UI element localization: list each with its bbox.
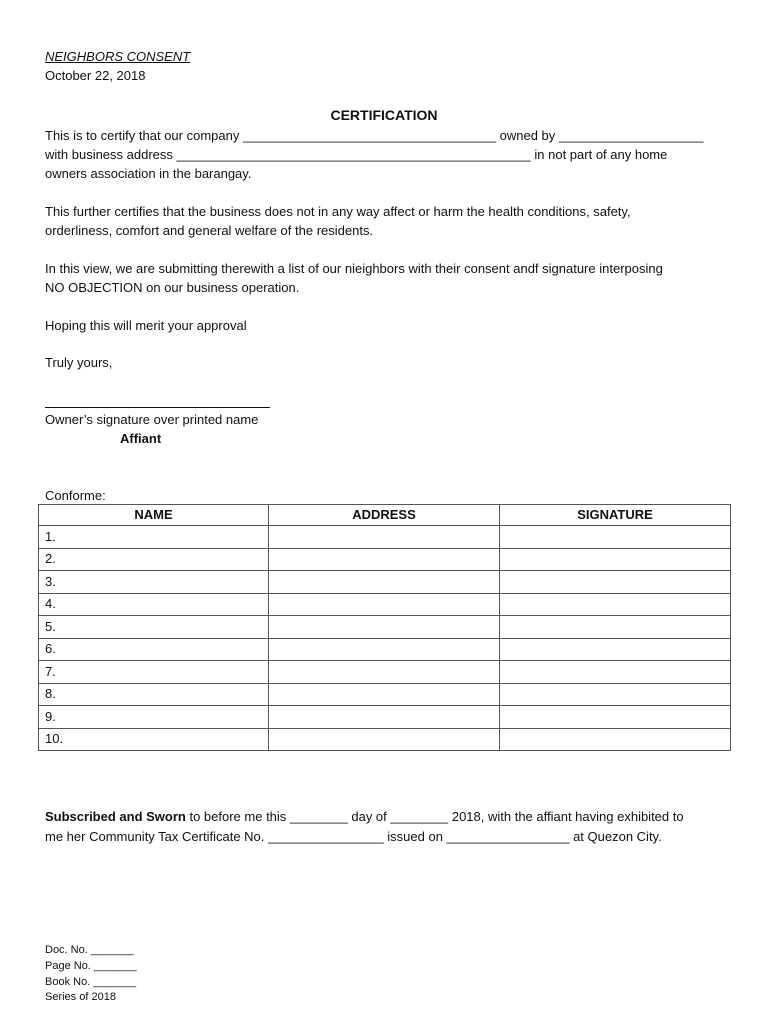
document-type-label: NEIGHBORS CONSENT xyxy=(45,49,191,64)
further-certify-line-1: This further certifies that the business does not in any way affect or harm the health conditions, safety, xyxy=(45,204,631,219)
table-row xyxy=(39,728,731,751)
closing-salutation: Truly yours, xyxy=(45,355,113,370)
conforme-table xyxy=(38,504,731,751)
signature-cell[interactable] xyxy=(500,661,731,684)
row-number: 3. xyxy=(39,571,269,594)
further-certify-line-2: orderliness, comfort and general welfare of the residents. xyxy=(45,223,374,238)
certify-line-3: owners association in the barangay. xyxy=(45,166,252,181)
signature-cell[interactable] xyxy=(500,548,731,571)
address-cell[interactable] xyxy=(269,661,500,684)
row-number: 10. xyxy=(39,728,269,751)
series-entry: Series of 2018 xyxy=(45,991,116,1003)
book-no-entry: Book No. _______ xyxy=(45,976,137,988)
signature-cell[interactable] xyxy=(500,526,731,549)
signature-cell[interactable] xyxy=(500,571,731,594)
owner-signature-caption: Owner’s signature over printed name xyxy=(45,412,259,427)
signature-cell[interactable] xyxy=(500,728,731,751)
owner-signature-line xyxy=(45,407,270,408)
table-row xyxy=(39,683,731,706)
document-date: October 22, 2018 xyxy=(45,68,146,83)
address-cell[interactable] xyxy=(269,683,500,706)
row-number: 1. xyxy=(39,526,269,549)
submission-line-2: NO OBJECTION on our business operation. xyxy=(45,280,300,295)
certify-line-1: This is to certify that our company ___________________________________ owned by ____________________ xyxy=(45,128,704,143)
row-number: 6. xyxy=(39,638,269,661)
table-row xyxy=(39,638,731,661)
address-cell[interactable] xyxy=(269,593,500,616)
approval-line: Hoping this will merit your approval xyxy=(45,318,247,333)
jurat-bold-lead: Subscribed and Sworn xyxy=(45,809,186,824)
table-row xyxy=(39,616,731,639)
table-row xyxy=(39,661,731,684)
jurat-line-1-text: to before me this ________ day of ________ 2018, with the affiant having exhibited to xyxy=(185,809,684,824)
table-row xyxy=(39,571,731,594)
column-header-signature: SIGNATURE xyxy=(500,505,731,526)
signature-cell[interactable] xyxy=(500,616,731,639)
address-cell[interactable] xyxy=(269,706,500,729)
row-number: 7. xyxy=(39,661,269,684)
signature-cell[interactable] xyxy=(500,683,731,706)
row-number: 4. xyxy=(39,593,269,616)
signature-cell[interactable] xyxy=(500,638,731,661)
row-number: 9. xyxy=(39,706,269,729)
page-no-entry: Page No. _______ xyxy=(45,960,137,972)
address-cell[interactable] xyxy=(269,728,500,751)
address-cell[interactable] xyxy=(269,616,500,639)
address-cell[interactable] xyxy=(269,526,500,549)
table-row xyxy=(39,526,731,549)
table-row xyxy=(39,706,731,729)
conforme-label: Conforme: xyxy=(45,488,106,503)
row-number: 5. xyxy=(39,616,269,639)
address-cell[interactable] xyxy=(269,571,500,594)
signature-cell[interactable] xyxy=(500,593,731,616)
row-number: 2. xyxy=(39,548,269,571)
address-cell[interactable] xyxy=(269,548,500,571)
jurat-line-2: me her Community Tax Certificate No. ________________ issued on _________________ at Quezon City. xyxy=(45,829,662,844)
document-title: CERTIFICATION xyxy=(330,107,438,123)
jurat-line-1 xyxy=(45,807,684,826)
column-header-name: NAME xyxy=(39,505,269,526)
table-row xyxy=(39,593,731,616)
row-number: 8. xyxy=(39,683,269,706)
affiant-label: Affiant xyxy=(120,431,162,446)
table-header-row xyxy=(39,505,731,526)
certify-line-2: with business address _________________________________________________ in not part of any home xyxy=(45,147,668,162)
doc-no-entry: Doc. No. _______ xyxy=(45,944,134,956)
signature-cell[interactable] xyxy=(500,706,731,729)
column-header-address: ADDRESS xyxy=(269,505,500,526)
table-row xyxy=(39,548,731,571)
submission-line-1: In this view, we are submitting therewith a list of our nieighbors with their consent andf signature interposing xyxy=(45,261,663,276)
address-cell[interactable] xyxy=(269,638,500,661)
